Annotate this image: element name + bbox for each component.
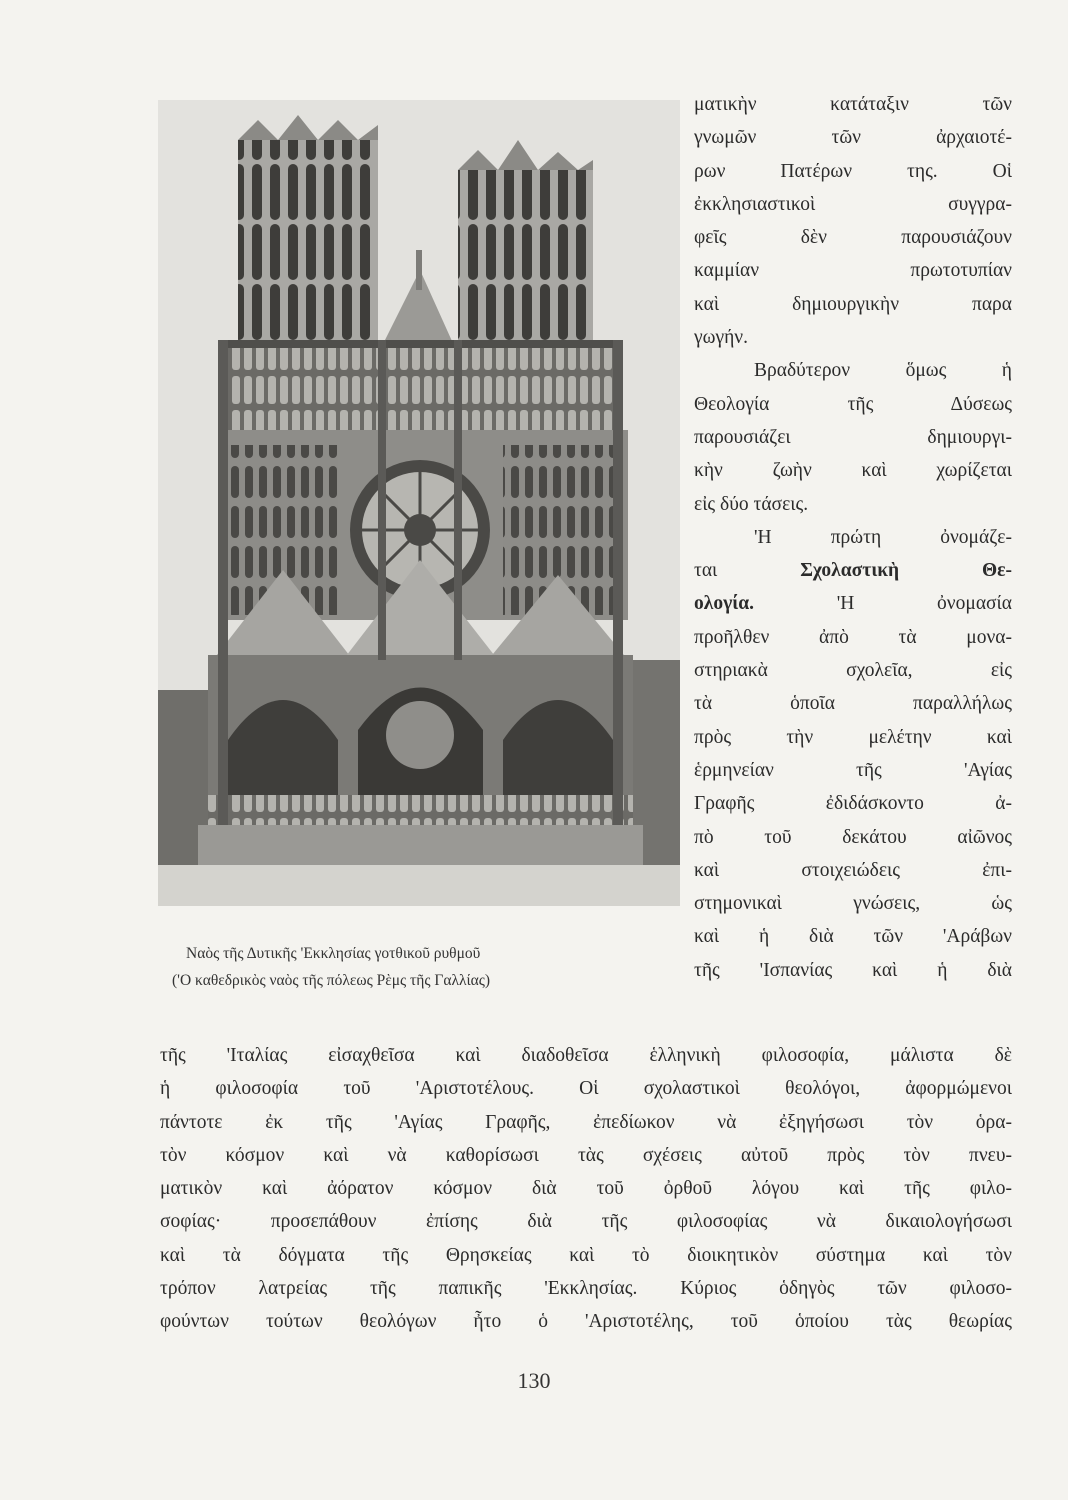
cathedral-illustration — [158, 100, 680, 906]
text-line: γνωμῶν τῶν ἀρχαιοτέ- — [694, 127, 1012, 149]
caption-line-2: ('Ο καθεδρικὸς ναὸς τῆς πόλεως Ρὲμς τῆς Γαλλίας) — [172, 972, 491, 989]
bold-term: Σχολαστικὴ Θε- — [800, 560, 1012, 582]
text-line: τῆς 'Ισπανίας καὶ ἡ διὰ — [694, 959, 1012, 981]
text-line — [694, 554, 1012, 587]
text-line: πὸ τοῦ δεκάτου αἰῶνος — [694, 826, 1012, 848]
text-line: τὸν κόσμον καὶ νὰ καθορίσωσι τὰς σχέσεις αὐτοῦ πρὸς τὸν πνευ- — [160, 1144, 1012, 1166]
caption-line-1: Ναὸς τῆς Δυτικῆς 'Εκκλησίας γοτθικοῦ ρυθμοῦ — [186, 945, 481, 962]
text-line: καμμίαν πρωτοτυπίαν — [694, 260, 1012, 282]
right-column-text — [694, 88, 1012, 987]
text-fragment: 'Η ὀνομασία — [836, 593, 1013, 615]
text-line: ματικὸν καὶ ἀόρατον κόσμον διὰ τοῦ ὀρθοῦ λόγου καὶ τῆς φιλο- — [160, 1178, 1012, 1200]
text-line: σοφίας· προσεπάθουν ἐπίσης διὰ τῆς φιλοσοφίας νὰ δικαιολογήσωσι — [160, 1211, 1012, 1233]
text-line: καὶ ἡ διὰ τῶν 'Αράβων — [694, 926, 1012, 948]
text-line: ἐκκλησιαστικοὶ συγγρα- — [694, 193, 1012, 215]
text-line: παρουσιάζει δημιουργι- — [694, 426, 1012, 448]
text-line: πάντοτε ἐκ τῆς 'Αγίας Γραφῆς, ἐπεδίωκον νὰ ἐξηγήσωσι τὸν ὁρα- — [160, 1111, 1012, 1133]
text-line: στημονικαὶ γνώσεις, ὡς — [694, 893, 1012, 915]
text-line: ματικὴν κατάταξιν τῶν — [694, 94, 1012, 115]
text-line: Βραδύτερον ὅμως ἡ — [754, 360, 1012, 382]
figure-caption — [172, 940, 712, 994]
text-line: ρων Πατέρων της. Οἱ — [694, 160, 1012, 182]
page-number: 130 — [517, 1368, 551, 1393]
text-line: Γραφῆς ἐδιδάσκοντο ἀ- — [694, 793, 1012, 815]
text-line: ἑρμηνείαν τῆς 'Αγίας — [694, 759, 1012, 781]
text-line: πρὸς τὴν μελέτην καὶ — [694, 726, 1012, 748]
text-line: φούντων τούτων θεολόγων ἦτο ὁ 'Αριστοτέλης, τοῦ ὁποίου τὰς θεωρίας — [160, 1311, 1012, 1333]
text-line: κὴν ζωὴν καὶ χωρίζεται — [694, 460, 1012, 482]
text-line: τὰ ὁποῖα παραλλήλως — [694, 693, 1012, 715]
full-width-text — [160, 1039, 1012, 1339]
text-fragment: ται — [694, 560, 718, 582]
text-line: τρόπον λατρείας τῆς παπικῆς 'Εκκλησίας. Κύριος ὁδηγὸς τῶν φιλοσο- — [160, 1278, 1012, 1300]
text-line: γωγήν. — [694, 327, 748, 349]
text-line: Θεολογία τῆς Δύσεως — [694, 393, 1012, 415]
text-line: τῆς 'Ιταλίας εἰσαχθεῖσα καὶ διαδοθεῖσα ἑλληνικὴ φιλοσοφία, μάλιστα δὲ — [160, 1045, 1012, 1066]
text-line: καὶ δημιουργικὴν παρα — [694, 293, 1012, 315]
cathedral-photo — [158, 100, 680, 906]
text-line: εἰς δύο τάσεις. — [694, 493, 809, 515]
text-line: φεῖς δὲν παρουσιάζουν — [694, 227, 1012, 249]
text-line: καὶ τὰ δόγματα τῆς Θρησκείας καὶ τὸ διοικητικὸν σύστημα καὶ τὸν — [160, 1244, 1012, 1266]
text-line: 'Η πρώτη ὀνομάζε- — [754, 526, 1012, 548]
text-line: καὶ στοιχειώδεις ἐπι- — [694, 859, 1012, 881]
bold-term: ολογία. — [694, 593, 755, 615]
text-line — [694, 587, 1012, 620]
text-line: ἡ φιλοσοφία τοῦ 'Αριστοτέλους. Οἱ σχολαστικοὶ θεολόγοι, ἀφορμώμενοι — [160, 1078, 1012, 1100]
text-line: προῆλθεν ἀπὸ τὰ μονα- — [694, 626, 1012, 648]
text-line: στηριακὰ σχολεῖα, εἰς — [694, 660, 1012, 682]
